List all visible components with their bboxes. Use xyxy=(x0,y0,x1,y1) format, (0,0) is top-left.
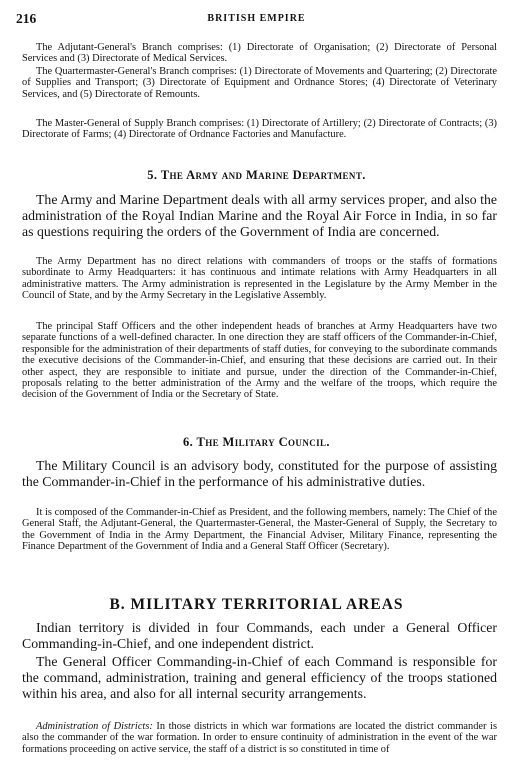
military-council-lead-paragraph: The Military Council is an advisory body, constituted for the purpose of assisting the Commander-in-Chief in the performance of his administrative duties. xyxy=(22,458,497,489)
quartermaster-general-branch-paragraph: The Quartermaster-General's Branch comprises: (1) Directorate of Movements and Quartering; (2) Directorate of Supplies and Transport; (3) Directorate of Equipment and Ordnance Stores; (4) Directorate of Veterinary Services, and (5) Directorate of Remounts. xyxy=(22,66,497,100)
master-general-supply-branch-paragraph: The Master-General of Supply Branch comprises: (1) Directorate of Artillery; (2) Directorate of Contracts; (3) Directorate of Farms; (4) Directorate of Ordnance Factories and Manufacture. xyxy=(22,118,497,141)
section-heading-military-territorial-areas: B. MILITARY TERRITORIAL AREAS xyxy=(109,596,404,613)
staff-officers-functions-paragraph: The principal Staff Officers and the other independent heads of branches at Army Headquarters have two separate functions of a well-defined character. In one direction they are staff officers of the Commander-in-Chief, responsible for the administration of their departments of staff duties, for conveying to the subordinate commands the executive decisions of the Commander-in-Chief, and ensuring that these decisions are carried out. In their other aspect, they are responsible to initiate and pursue, under the direction of the Commander-in-Chief, proposals relating to the better administration of the Army and the welfare of the troops, which require the decision of the Government of India or the Secretary of State. xyxy=(22,321,497,401)
administration-of-districts-title: Administration of Districts: xyxy=(36,721,153,732)
army-marine-lead-paragraph: The Army and Marine Department deals with all army services proper, and also the administration of the Royal Indian Marine and the Royal Air Force in India, in so far as questions requiring the orders of the Government of India are concerned. xyxy=(22,192,497,239)
army-department-relations-paragraph: The Army Department has no direct relations with commanders of troops or the staffs of formations subordinate to Army Headquarters: it has continuous and intimate relations with Army Headquarters in all administrative matters. The Army administration is represented in the Legislature by the Army Member in the Council of State, and by the Army Secretary in the Legislative Assembly. xyxy=(22,256,497,302)
adjutant-general-branch-paragraph: The Adjutant-General's Branch comprises: (1) Directorate of Organisation; (2) Directorate of Personal Services and (3) Directorate of Medical Services. xyxy=(22,42,497,65)
page-number: 216 xyxy=(16,11,37,26)
page-header xyxy=(16,11,497,29)
section-heading-army-marine-department: 5. The Army and Marine Department. xyxy=(147,168,366,182)
military-council-composition-paragraph: It is composed of the Commander-in-Chief as President, and the following members, namely: The Chief of the General Staff, the Adjutant-General, the Quartermaster-General, the Master-General of Supply, the Secretary to the Government of India in the Army Department, the Financial Adviser, Military Finance, representing the Finance Department of the Government of India and a General Staff Officer (Secretary). xyxy=(22,507,497,553)
section-heading-military-council: 6. The Military Council. xyxy=(183,435,330,449)
general-officer-responsibility-paragraph: The General Officer Commanding-in-Chief of each Command is responsible for the command, administration, training and general efficiency of the troops stationed within his area, and also for all internal security arrangements. xyxy=(22,654,497,701)
running-head: BRITISH EMPIRE xyxy=(207,13,306,24)
administration-of-districts-text: In those districts in which war formations are located the district commander is also the commander of the war formation. In order to ensure continuity of administration in the event of the war formations proceeding on active service, the staff of a district is so constituted in time of xyxy=(22,721,497,755)
administration-of-districts-paragraph xyxy=(22,721,497,755)
territorial-commands-paragraph: Indian territory is divided in four Commands, each under a General Officer Commanding-in-Chief, and one independent district. xyxy=(22,620,497,651)
